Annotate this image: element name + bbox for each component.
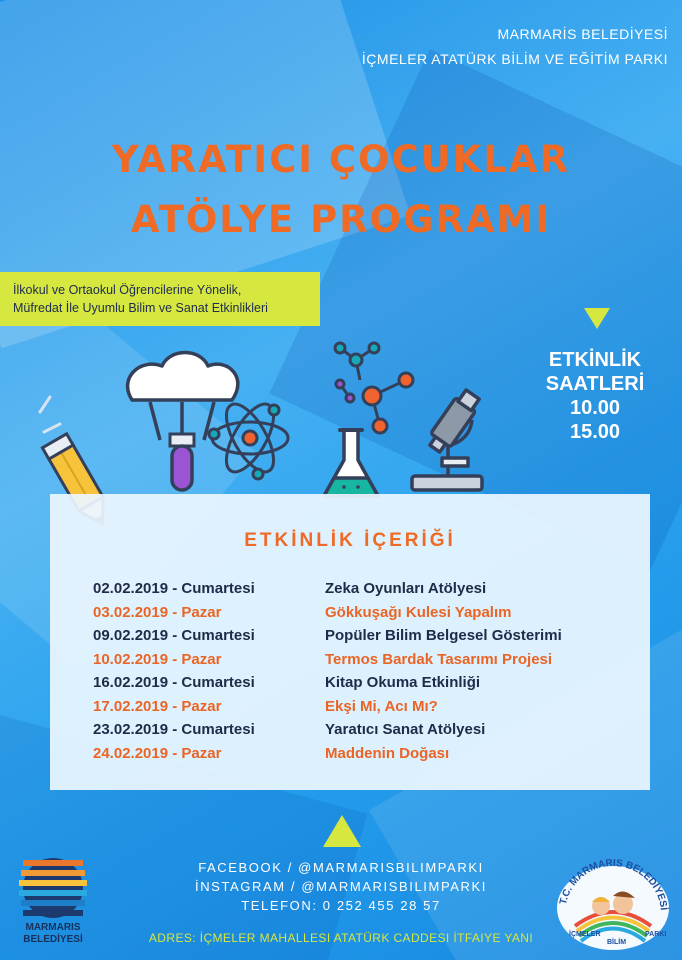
schedule-date: 23.02.2019 - Cumartesi <box>93 721 255 739</box>
hours-label-2: SAATLERİ <box>545 373 645 395</box>
municipality-logo <box>15 852 91 952</box>
schedule-row <box>93 601 562 625</box>
hours-label-1: ETKİNLİK <box>548 349 642 371</box>
marmaris-logo-icon <box>15 852 91 920</box>
content-title: ETKİNLİK İÇERİĞİ <box>244 530 456 551</box>
schedule-event: Gökkuşağı Kulesi Yapalım <box>325 603 512 621</box>
facebook-link[interactable]: FACEBOOK / @MARMARISBILIMPARKI <box>198 860 484 875</box>
hours-time-2: 15.00 <box>569 421 621 443</box>
logo-ring-text: T.C. MARMARIS BELEDİYESİ <box>558 857 669 911</box>
triangle-up-icon <box>323 815 361 847</box>
schedule-row <box>93 695 562 719</box>
schedule-date: 03.02.2019 - Pazar <box>93 603 222 621</box>
schedule-row <box>93 624 562 648</box>
phone-number: TELEFON: 0 252 455 28 57 <box>241 898 441 913</box>
address: ADRES: İÇMELER MAHALLESI ATATÜRK CADDESI İTFAIYE YANI <box>148 931 534 945</box>
schedule-date: 17.02.2019 - Pazar <box>93 697 222 715</box>
title-line-1: YARATICI ÇOCUKLAR <box>111 138 571 181</box>
whisk-icon <box>128 353 238 491</box>
schedule-event: Zeka Oyunları Atölyesi <box>325 580 487 598</box>
schedule-event: Yaratıcı Sanat Atölyesi <box>325 721 486 739</box>
schedule-event: Kitap Okuma Etkinliği <box>325 674 481 692</box>
schedule-date: 10.02.2019 - Pazar <box>93 650 222 668</box>
event-hours <box>520 348 670 444</box>
triangle-down-icon <box>584 308 610 329</box>
schedule-event: Termos Bardak Tasarımı Projesi <box>325 650 553 668</box>
subtitle-box <box>0 272 320 326</box>
logo-sub-1: İÇMELER <box>569 931 601 938</box>
schedule-event: Ekşi Mi, Acı Mı? <box>325 697 438 715</box>
schedule-row <box>93 718 562 742</box>
logo-sub-2: BİLİM <box>607 939 627 946</box>
municipality-logo-text <box>15 922 91 946</box>
flask-icon <box>324 430 378 496</box>
schedule-row <box>93 742 562 766</box>
schedule-date: 09.02.2019 - Cumartesi <box>93 627 255 645</box>
park-name: İÇMELER ATATÜRK BİLİM VE EĞİTİM PARKI <box>361 51 668 67</box>
instagram-link[interactable]: İNSTAGRAM / @MARMARISBILIMPARKI <box>194 879 487 894</box>
schedule-date: 24.02.2019 - Pazar <box>93 744 222 762</box>
schedule-row <box>93 648 562 672</box>
schedule-event: Maddenin Doğası <box>325 744 450 762</box>
schedule-list <box>93 577 562 765</box>
organization-header <box>362 22 668 72</box>
schedule-date: 16.02.2019 - Cumartesi <box>93 674 255 692</box>
atom-icon <box>209 397 288 479</box>
subtitle-line-2: Müfredat İle Uyumlu Bilim ve Sanat Etkinlikleri <box>13 301 268 315</box>
molecule-icon <box>335 343 413 433</box>
schedule-row <box>93 577 562 601</box>
logo-sub-3: PARKI <box>645 931 667 938</box>
schedule-date: 02.02.2019 - Cumartesi <box>93 580 255 598</box>
title-line-2: ATÖLYE PROGRAMI <box>130 198 552 241</box>
content-card <box>50 494 650 790</box>
logo-line-1: MARMARIS <box>25 922 81 933</box>
hours-time-1: 10.00 <box>569 397 621 419</box>
organization-name: MARMARİS BELEDİYESİ <box>497 26 668 42</box>
schedule-row <box>93 671 562 695</box>
subtitle-line-1: İlkokul ve Ortaokul Öğrencilerine Yönelik, <box>13 283 242 297</box>
science-park-logo <box>551 852 675 952</box>
schedule-event: Popüler Bilim Belgesel Gösterimi <box>325 627 562 645</box>
logo-line-2: BELEDİYESİ <box>23 934 83 945</box>
microscope-icon <box>412 388 482 490</box>
